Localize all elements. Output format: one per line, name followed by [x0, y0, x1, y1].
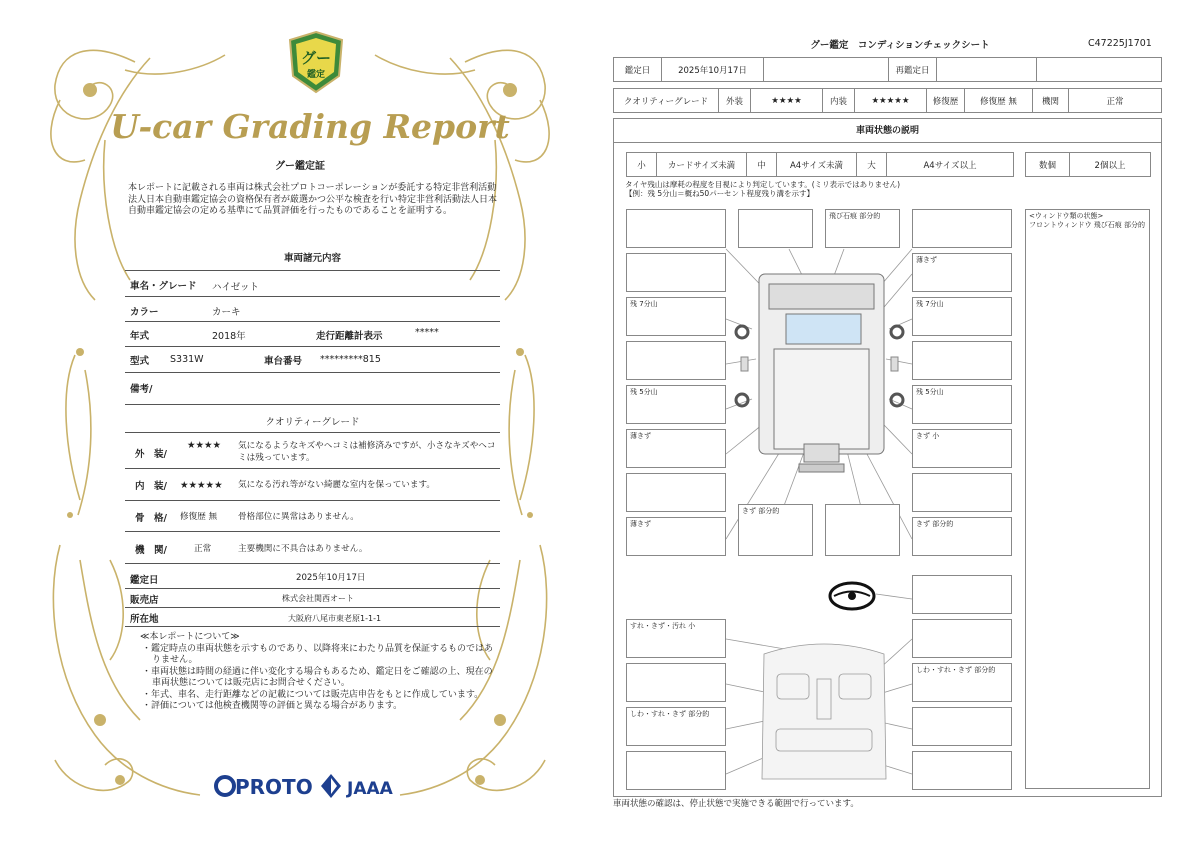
condition-box	[626, 473, 726, 512]
interior-box: しわ・すれ・きず 部分的	[626, 707, 726, 746]
ext-label: 外装	[719, 89, 751, 113]
window-value: フロントウィンドウ 飛び石痕 部分的	[1029, 221, 1146, 229]
tire-example: 【例：残 5分山＝概ね50パーセント程度残り溝を示す】	[625, 189, 815, 198]
goo-kantei-badge	[287, 30, 345, 94]
exterior-label: 外 装/	[135, 449, 167, 460]
svg-text:JAAA: JAAA	[347, 779, 393, 799]
note-item: ・評価については他検査機関等の評価と異なる場合があります。	[142, 701, 403, 711]
remarks-label: 備考/	[130, 384, 153, 395]
frame-value: 修復歴 無	[180, 512, 218, 522]
interior-box	[912, 751, 1012, 790]
interior-label: 内 装/	[135, 481, 167, 492]
int-label: 内装	[823, 89, 855, 113]
interior-box	[626, 663, 726, 702]
footer-logos	[213, 770, 413, 802]
interior-box	[912, 707, 1012, 746]
repair-label: 修復歴	[927, 89, 965, 113]
year-value: 2018年	[212, 331, 246, 342]
count-label: 数個	[1026, 153, 1070, 177]
legend-large-desc: A4サイズ以上	[887, 153, 1014, 177]
engine-comment: 主要機関に不具合はありません。	[238, 544, 368, 554]
name-value: ハイゼット	[212, 282, 260, 293]
frame-label: 骨 格/	[135, 513, 167, 524]
interior-comment: 気になる汚れ等がない綺麗な室内を保っています。	[238, 480, 435, 490]
model-value: S331W	[170, 354, 204, 365]
legend-small-desc: カードサイズ未満	[657, 153, 747, 177]
date-label: 鑑定日	[614, 58, 662, 82]
chassis-label: 車台番号	[264, 356, 303, 367]
window-title: <ウィンドウ類の状態>	[1029, 212, 1104, 220]
year-label: 年式	[130, 331, 150, 342]
report-notes	[140, 632, 500, 713]
status-heading: 車両状態の説明	[614, 119, 1161, 143]
address-label: 所在地	[130, 614, 159, 625]
legend-medium: 中	[747, 153, 777, 177]
sheet-footer: 車両状態の確認は、停止状態で実施できる範囲で行っています。	[613, 799, 859, 809]
tire-note: タイヤ残山は摩耗の程度を目視により判定しています。(ミリ表示ではありません)	[625, 180, 901, 189]
model-label: 型式	[130, 356, 150, 367]
condition-box: 残 5分山	[912, 385, 1012, 424]
color-label: カラー	[130, 307, 159, 318]
chassis-value: *********815	[320, 354, 381, 365]
ext-stars: ★★★★	[751, 89, 823, 113]
dealer-value: 株式会社関西オート	[282, 594, 354, 603]
note-item: ・鑑定時点の車両状態を示すものであり、以降将来にわたり品質を保証するものではありません。	[142, 643, 494, 665]
notes-title: ≪本レポートについて≫	[140, 632, 240, 642]
condition-box: 残 5分山	[626, 385, 726, 424]
condition-box	[825, 504, 900, 556]
condition-box	[626, 341, 726, 380]
condition-box	[912, 209, 1012, 248]
redate-label: 再鑑定日	[889, 58, 937, 82]
int-stars: ★★★★★	[855, 89, 927, 113]
condition-box	[626, 209, 726, 248]
svg-text:U-car Grading Report: U-car Grading Report	[110, 107, 510, 146]
engine-value: 正常	[1069, 89, 1162, 113]
condition-box	[912, 575, 1012, 614]
exterior-stars: ★★★★	[187, 440, 222, 451]
engine-label: 機 関/	[135, 545, 167, 556]
sheet-code: C47225J1701	[1088, 38, 1152, 49]
date-label: 鑑定日	[130, 575, 159, 586]
report-title	[110, 96, 510, 156]
exterior-comment: 気になるようなキズやヘコミは補修済みですが、小さなキズやヘコミは残っています。	[238, 441, 496, 463]
repair-value: 修復歴 無	[965, 89, 1033, 113]
legend-large: 大	[857, 153, 887, 177]
sheet-title: グー鑑定 コンディションチェックシート	[810, 40, 990, 51]
date-value: 2025年10月17日	[662, 58, 764, 82]
note-item: ・車両状態は時間の経過に伴い変化する場合もあるため、鑑定日をご確認の上、現在の車両状態については販売店にお問合せください。	[142, 666, 493, 688]
condition-box: 薄きず	[912, 253, 1012, 292]
date-value: 2025年10月17日	[296, 573, 366, 583]
color-value: カーキ	[212, 307, 241, 318]
dealer-label: 販売店	[130, 595, 159, 606]
count-value: 2個以上	[1070, 153, 1151, 177]
interior-stars: ★★★★★	[180, 480, 223, 491]
legend-small: 小	[627, 153, 657, 177]
condition-box: 薄きず	[626, 429, 726, 468]
certificate-intro: 本レポートに記載される車両は株式会社プロトコーポレーションが委託する特定非営利活動法人日本自動車鑑定協会の資格保有者が厳選かつ公平な検査を行い特定非営利活動法人日本自動車鑑定協会の定める基準にて品質評価を行ったものであることを証明する。	[128, 183, 498, 216]
condition-box: きず 部分的	[912, 517, 1012, 556]
quality-heading: クオリティーグレード	[265, 417, 360, 428]
svg-text:PROTO: PROTO	[235, 775, 313, 799]
badge-text: 鑑定	[306, 70, 326, 80]
note-item: ・年式、車名、走行距離などの記載については販売店申告をもとに作成しています。	[142, 689, 484, 700]
svg-text:グー: グー	[300, 49, 332, 67]
date-table	[613, 57, 1162, 82]
grade-table	[613, 88, 1162, 113]
engine-value: 正常	[194, 544, 212, 554]
frame-comment: 骨格部位に異常はありません。	[238, 512, 359, 522]
condition-box: 飛び石痕 部分的	[825, 209, 900, 248]
condition-box: 薄きず	[626, 517, 726, 556]
condition-box: きず 部分的	[738, 504, 813, 556]
mileage-value: *****	[415, 327, 439, 338]
condition-box	[912, 341, 1012, 380]
legend-medium-desc: A4サイズ未満	[777, 153, 857, 177]
name-label: 車名・グレード	[130, 281, 197, 292]
interior-box: しわ・すれ・きず 部分的	[912, 663, 1012, 702]
interior-box	[626, 751, 726, 790]
engine-label: 機関	[1033, 89, 1069, 113]
proto-jaaa-logos	[213, 770, 413, 802]
window-status	[1025, 209, 1150, 789]
address-value: 大阪府八尾市東老原1-1-1	[288, 614, 382, 623]
count-legend	[1025, 152, 1151, 177]
quality-label: クオリティーグレード	[614, 89, 719, 113]
condition-box	[626, 253, 726, 292]
condition-box	[738, 209, 813, 248]
mileage-label: 走行距離計表示	[316, 331, 383, 342]
condition-box: きず 小	[912, 429, 1012, 468]
status-panel	[613, 118, 1162, 797]
spec-heading: 車両諸元内容	[283, 253, 341, 264]
certificate-heading: グー鑑定証	[275, 161, 325, 172]
condition-check-sheet	[600, 0, 1200, 848]
interior-box	[912, 619, 1012, 658]
condition-box: 残 7分山	[912, 297, 1012, 336]
condition-box	[912, 473, 1012, 512]
interior-box: すれ・きず・汚れ 小	[626, 619, 726, 658]
condition-box: 残 7分山	[626, 297, 726, 336]
steering-wheel-icon	[830, 583, 874, 609]
